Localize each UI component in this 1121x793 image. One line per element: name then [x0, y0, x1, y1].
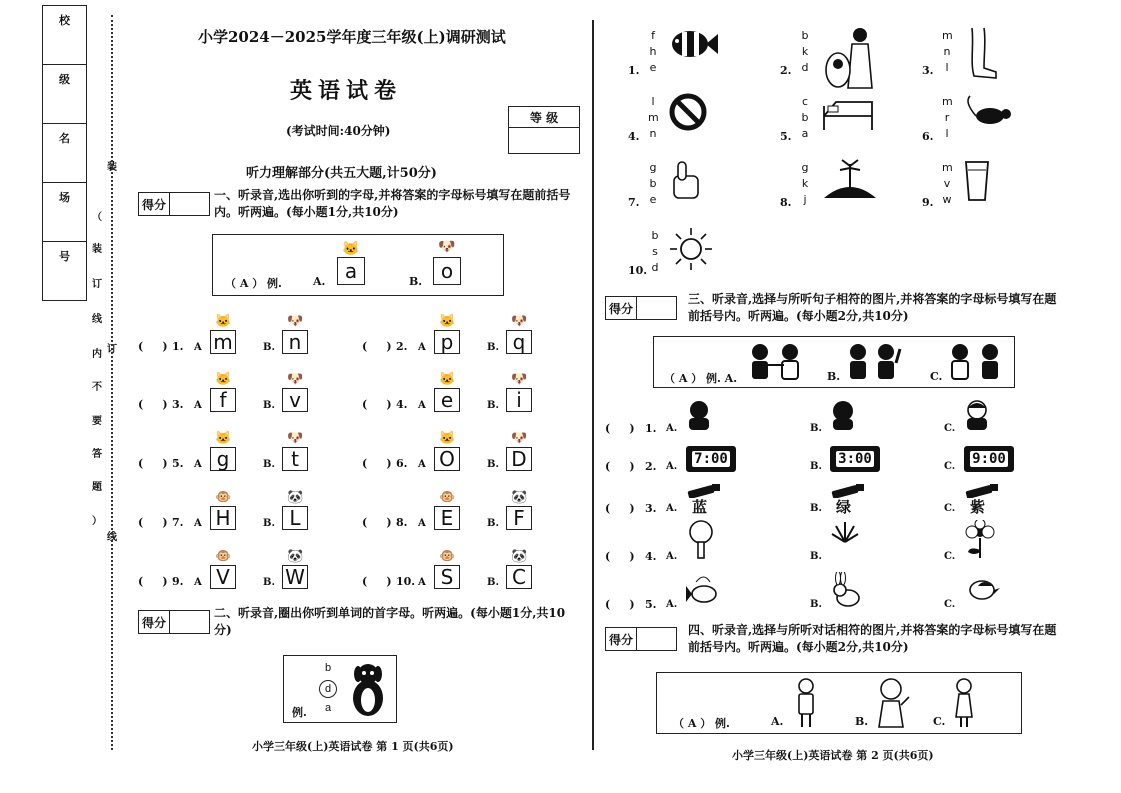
answer-bracket[interactable]: ( )	[605, 502, 635, 515]
option-a-label: A.	[666, 599, 678, 610]
answer-bracket[interactable]: ( )	[138, 516, 168, 529]
clock-display	[686, 446, 736, 472]
example-option-c: C.	[930, 370, 943, 383]
option-letter: l	[651, 95, 655, 108]
option-a-label: A	[418, 342, 426, 353]
question-number: 7.	[172, 516, 184, 529]
option-letter: b	[801, 111, 809, 124]
letter-card-b: i	[506, 388, 532, 412]
fish-icon	[668, 26, 718, 66]
answer-bracket[interactable]: ( )	[362, 516, 392, 529]
question-number: 5.	[645, 598, 657, 611]
option-letter: l	[945, 127, 949, 140]
option-letter: m	[942, 29, 953, 42]
option-letter: k	[801, 45, 809, 58]
monkey-icon: 🐵	[215, 490, 232, 505]
option-a-label: A	[194, 577, 202, 588]
section-2-example	[283, 655, 397, 723]
picture-number: 6.	[922, 130, 934, 143]
option-b-label: B.	[810, 423, 822, 434]
mother-child-icon	[820, 26, 876, 96]
letter-card-b: W	[282, 565, 308, 589]
rat-icon	[962, 92, 1012, 136]
cat-icon: 🐱	[439, 314, 456, 329]
bird-icon	[964, 572, 1000, 608]
option-letter: e	[649, 193, 657, 206]
stub-room: 场	[43, 183, 86, 242]
letter-card-b: L	[282, 506, 308, 530]
stub-number: 号	[43, 242, 86, 301]
option-b-label: B.	[263, 400, 275, 411]
score-label: 得分	[606, 628, 637, 650]
letter-card-b: F	[506, 506, 532, 530]
option-letter: e	[649, 61, 657, 74]
question-number: 2.	[645, 460, 657, 473]
example-prefix: （ A ） 例.	[673, 717, 730, 730]
fish-icon	[686, 572, 722, 612]
cat-icon: 🐱	[215, 372, 232, 387]
option-b-label: B.	[810, 503, 822, 514]
answer-bracket[interactable]: ( )	[138, 340, 168, 353]
letter-card-a: E	[434, 506, 460, 530]
panda-icon: 🐼	[511, 490, 528, 505]
margin-char: 答	[92, 449, 102, 460]
color-word: 紫	[970, 498, 986, 516]
question-number: 2.	[396, 340, 408, 353]
question-number: 9.	[172, 575, 184, 588]
cat-icon: 🐱	[342, 241, 360, 257]
question-number: 4.	[396, 398, 408, 411]
option-b-label: B.	[263, 518, 275, 529]
question-number: 1.	[172, 340, 184, 353]
margin-char: 线	[92, 314, 102, 325]
letter-card-b: n	[282, 330, 308, 354]
option-letter: g	[801, 161, 809, 174]
option-b-label: B.	[487, 400, 499, 411]
grass-icon	[830, 520, 860, 548]
cat-icon: 🐱	[215, 314, 232, 329]
stub-school: 校	[43, 6, 86, 65]
letter-card: o	[433, 257, 461, 285]
picture-number: 1.	[628, 64, 640, 77]
option-a-label: A	[418, 577, 426, 588]
clock-display	[830, 446, 880, 472]
panda-icon: 🐼	[287, 549, 304, 564]
option-c-label: C.	[944, 599, 956, 610]
option-letter: a	[325, 702, 332, 714]
stub-class: 级	[43, 65, 86, 124]
margin-char: （	[92, 212, 102, 223]
letter-card-a: g	[210, 447, 236, 471]
option-b-label: B.	[487, 459, 499, 470]
option-letter: b	[325, 662, 332, 674]
cat-icon: 🐱	[439, 431, 456, 446]
option-letter: b	[801, 29, 809, 42]
letter-card-b: v	[282, 388, 308, 412]
person-icon	[686, 400, 712, 434]
no-sign-icon	[668, 92, 708, 136]
sun-icon	[668, 226, 714, 276]
score-label: 得分	[139, 193, 170, 215]
letter-card-a: m	[210, 330, 236, 354]
picture-number: 2.	[780, 64, 792, 77]
option-b-label: B.	[810, 599, 822, 610]
option-letter: d	[801, 61, 809, 74]
page-2-footer: 小学三年级(上)英语试卷 第 2 页(共6页)	[732, 749, 934, 762]
letter-card-a: f	[210, 388, 236, 412]
example-option-c: C.	[933, 715, 946, 728]
question-number: 6.	[396, 457, 408, 470]
option-letter: w	[942, 193, 952, 206]
margin-char: 内	[92, 349, 102, 360]
example-label: 例.	[292, 706, 307, 719]
letter-card-a: S	[434, 565, 460, 589]
question-number: 10.	[396, 575, 416, 588]
option-b-label: B.	[263, 459, 275, 470]
stub-name: 名	[43, 124, 86, 183]
dog-icon	[348, 660, 390, 718]
grandma-waving-icon	[871, 677, 911, 729]
option-b-label: B.	[487, 518, 499, 529]
question-number: 3.	[172, 398, 184, 411]
letter-card-a: p	[434, 330, 460, 354]
option-a-label: A.	[666, 503, 678, 514]
letter-card-b: D	[506, 447, 532, 471]
option-c-label: C.	[944, 551, 956, 562]
option-a-label: A	[418, 400, 426, 411]
option-b-label: B.	[263, 577, 275, 588]
picture-number: 9.	[922, 196, 934, 209]
meeting-kids-icon	[946, 341, 1006, 381]
letter-card-a: H	[210, 506, 236, 530]
margin-char: 订	[92, 279, 102, 290]
part-title: 听力理解部分(共五大题,计50分)	[246, 166, 437, 181]
monkey-icon: 🐵	[215, 549, 232, 564]
circled-letter: d	[319, 680, 337, 698]
jungle-icon	[820, 158, 880, 208]
option-letter: b	[649, 177, 657, 190]
option-a-label: A.	[666, 423, 678, 434]
section-3-instructions: 三、听录音,选择与所听句子相符的图片,并将答案的字母标号填写在题前括号内。听两遍。(每小题2分,共10分)	[688, 292, 1057, 323]
color-word: 绿	[836, 498, 852, 516]
answer-bracket[interactable]: ( )	[605, 550, 635, 563]
section-4-example	[656, 672, 1022, 734]
score-label: 得分	[606, 297, 637, 319]
option-letter: l	[945, 61, 949, 74]
section-1-example	[212, 234, 504, 296]
answer-bracket[interactable]: ( )	[605, 422, 635, 435]
student-info-stub	[42, 5, 87, 301]
binding-dotted-line	[111, 15, 113, 750]
margin-char: 订	[107, 344, 117, 355]
clock-time: 3:00	[838, 451, 872, 467]
example-prefix: （ A ） 例. A.	[664, 372, 738, 385]
rabbit-icon	[830, 572, 862, 612]
option-letter: b	[651, 229, 659, 242]
option-c-label: C.	[944, 461, 956, 472]
answer-bracket[interactable]: ( )	[605, 460, 635, 473]
section-4-instructions: 四、听录音,选择与所听对话相符的图片,并将答案的字母标号填写在题前括号内。听两遍。(每小题2分,共10分)	[688, 623, 1057, 654]
answer-bracket[interactable]: ( )	[138, 457, 168, 470]
answer-bracket[interactable]: ( )	[138, 398, 168, 411]
margin-char: 装	[107, 162, 117, 173]
example-option-b: B.	[409, 275, 423, 288]
score-box-2[interactable]	[138, 610, 210, 634]
section-1-instructions: 一、听录音,选出你听到的字母,并将答案的字母标号填写在题前括号内。听两遍。(每小题1分,共10分)	[214, 188, 571, 219]
woman-icon	[951, 677, 977, 729]
option-a-label: A	[418, 459, 426, 470]
score-box-1[interactable]	[138, 192, 210, 216]
picture-number: 3.	[922, 64, 934, 77]
option-a-label: A.	[666, 551, 678, 562]
score-box-4[interactable]	[605, 627, 677, 651]
option-a-label: A	[418, 518, 426, 529]
exam-time: (考试时间:40分钟)	[286, 124, 391, 138]
margin-char: 题	[92, 482, 102, 493]
option-letter: v	[943, 177, 951, 190]
option-letter: c	[801, 95, 809, 108]
picture-number: 10.	[628, 264, 648, 277]
answer-bracket[interactable]: ( )	[605, 598, 635, 611]
option-letter: n	[943, 45, 951, 58]
option-b-label: B.	[487, 342, 499, 353]
option-b-label: B.	[487, 577, 499, 588]
exam-title: 小学2024－2025学年度三年级(上)调研测试	[198, 28, 506, 46]
answer-bracket[interactable]: ( )	[362, 457, 392, 470]
section-2-instructions: 二、听录音,圈出你听到单词的首字母。听两遍。(每小题1分,共10分)	[214, 606, 566, 637]
subject-title: 英语试卷	[290, 78, 403, 104]
panda-icon: 🐼	[511, 549, 528, 564]
margin-char: 要	[92, 416, 102, 427]
option-letter: k	[801, 177, 809, 190]
option-letter: h	[649, 45, 657, 58]
leg-icon	[962, 26, 1002, 86]
cat-icon: 🐱	[439, 372, 456, 387]
option-a-label: A	[194, 518, 202, 529]
grade-label: 等 级	[509, 107, 579, 128]
question-number: 4.	[645, 550, 657, 563]
option-letter: r	[944, 111, 950, 124]
option-a-label: A	[194, 400, 202, 411]
dog-icon: 🐶	[511, 372, 528, 387]
person-icon	[964, 400, 990, 434]
person-icon	[830, 400, 856, 434]
picture-number: 4.	[628, 130, 640, 143]
score-box-3[interactable]	[605, 296, 677, 320]
option-letter: g	[649, 161, 657, 174]
clock-time: 9:00	[972, 451, 1006, 467]
letter-card-a: V	[210, 565, 236, 589]
option-letter: m	[648, 111, 659, 124]
answer-bracket[interactable]: ( )	[138, 575, 168, 588]
question-number: 5.	[172, 457, 184, 470]
option-letter: a	[801, 127, 809, 140]
page-divider	[592, 20, 594, 750]
option-a-label: A.	[666, 461, 678, 472]
picture-number: 7.	[628, 196, 640, 209]
answer-bracket[interactable]: ( )	[362, 398, 392, 411]
example-option-b: B.	[855, 715, 869, 728]
tree-icon	[686, 520, 716, 564]
color-word: 蓝	[692, 498, 708, 516]
dog-icon: 🐶	[287, 314, 304, 329]
dog-icon: 🐶	[287, 372, 304, 387]
option-c-label: C.	[944, 503, 956, 514]
option-letter: s	[652, 245, 658, 258]
option-letter: j	[803, 193, 807, 206]
letter-card-b: q	[506, 330, 532, 354]
option-letter: n	[649, 127, 657, 140]
option-b-label: B.	[810, 461, 822, 472]
example-prefix: （ A ） 例.	[225, 277, 282, 290]
bed-icon	[820, 92, 876, 136]
option-letter: f	[651, 29, 655, 42]
question-number: 8.	[396, 516, 408, 529]
dog-icon: 🐶	[511, 431, 528, 446]
grade-box	[508, 106, 580, 154]
water-glass-icon	[962, 158, 992, 206]
question-number: 3.	[645, 502, 657, 515]
flower-icon	[964, 520, 996, 564]
option-letter: m	[942, 161, 953, 174]
example-option-a: A.	[771, 715, 784, 728]
margin-char: 装	[92, 244, 102, 255]
page-1-footer: 小学三年级(上)英语试卷 第 1 页(共6页)	[252, 740, 454, 753]
option-letter: d	[651, 261, 659, 274]
panda-icon: 🐼	[287, 490, 304, 505]
option-a-label: A	[194, 342, 202, 353]
picture-number: 8.	[780, 196, 792, 209]
margin-char: 不	[92, 382, 102, 393]
example-option-b: B.	[827, 370, 841, 383]
waving-kids-icon	[844, 341, 902, 381]
option-b-label: B.	[810, 551, 822, 562]
dog-icon: 🐶	[287, 431, 304, 446]
option-letter: m	[942, 95, 953, 108]
score-label: 得分	[139, 611, 170, 633]
clock-display	[964, 446, 1014, 472]
section-3-example	[653, 336, 1015, 388]
letter-card-b: C	[506, 565, 532, 589]
dog-icon: 🐶	[438, 239, 456, 255]
clock-time: 7:00	[694, 451, 728, 467]
question-number: 1.	[645, 422, 657, 435]
grandpa-icon	[793, 677, 819, 729]
monkey-icon: 🐵	[439, 549, 456, 564]
cat-icon: 🐱	[215, 431, 232, 446]
margin-char: ）	[92, 516, 102, 527]
answer-bracket[interactable]: ( )	[362, 340, 392, 353]
option-c-label: C.	[944, 423, 956, 434]
picture-number: 5.	[780, 130, 792, 143]
answer-bracket[interactable]: ( )	[362, 575, 392, 588]
letter-card: a	[337, 257, 365, 285]
monkey-icon: 🐵	[439, 490, 456, 505]
margin-char: 线	[107, 532, 117, 543]
option-b-label: B.	[263, 342, 275, 353]
letter-card-a: O	[434, 447, 460, 471]
example-option-a: A.	[313, 275, 326, 288]
thumbs-up-icon	[668, 158, 704, 206]
letter-card-a: e	[434, 388, 460, 412]
greeting-kids-icon	[746, 341, 804, 381]
dog-icon: 🐶	[511, 314, 528, 329]
letter-card-b: t	[282, 447, 308, 471]
option-a-label: A	[194, 459, 202, 470]
